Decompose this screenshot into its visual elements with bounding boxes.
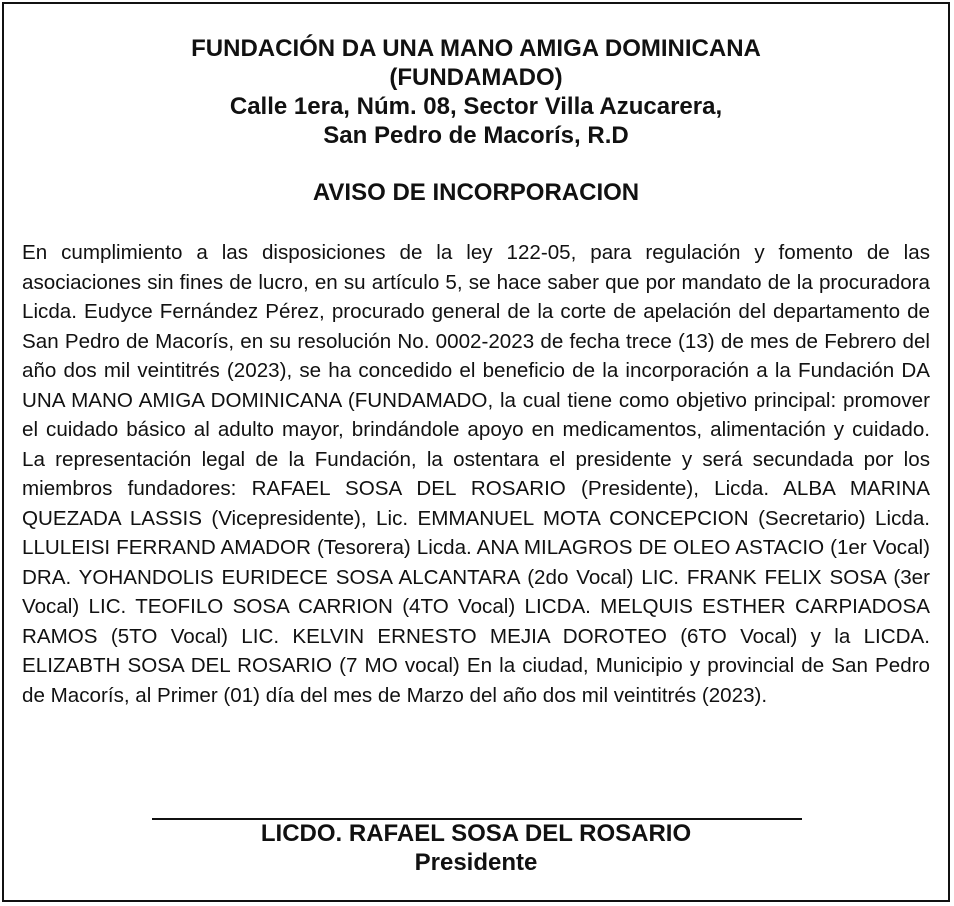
address-line-1: Calle 1era, Núm. 08, Sector Villa Azucarera, — [229, 93, 723, 120]
notice-frame — [2, 2, 950, 902]
signatory-name: LICDO. RAFAEL SOSA DEL ROSARIO — [260, 820, 692, 847]
signatory-role: Presidente — [414, 849, 538, 876]
organization-name: FUNDACIÓN DA UNA MANO AMIGA DOMINICANA — [191, 35, 761, 62]
signature-block — [4, 819, 948, 877]
address-line-2: San Pedro de Macorís, R.D — [323, 122, 629, 149]
notice-body: En cumplimiento a las disposiciones de la ley 122-05, para regulación y fomento de las asociaciones sin fines de lucro, en su artículo 5, se hace saber que por mandato de la procuradora Licda. Eudyce Fernández Pérez, procurado general de la corte de apelación del departamento de San Pedro de Macorís, en su resolución No. 0002-2023 de fecha trece (13) de mes de Febrero del año dos mil veintitrés (2023), se ha concedido el beneficio de la incorporación a la Fundación DA UNA MANO AMIGA DOMINICANA (FUNDAMADO, la cual tiene como objetivo principal: promover el cuidado básico al adulto mayor, brindándole apoyo en medicamentos, alimentación y cuidado. La representación legal de la Fundación, la ostentara el presidente y será secundada por los miembros fundadores: RAFAEL SOSA DEL ROSARIO (Presidente), Licda. ALBA MARINA QUEZADA LASSIS (Vicepresidente), Lic. EMMANUEL MOTA CONCEPCION (Secretario) Licda. LLULEISI FERRAND AMADOR (Tesorera) Licda. ANA MILAGROS DE OLEO ASTACIO (1er Vocal) DRA. YOHANDOLIS EURIDECE SOSA ALCANTARA (2do Vocal) LIC. FRANK FELIX SOSA (3er Vocal) LIC. TEOFILO SOSA CARRION (4TO Vocal) LICDA. MELQUIS ESTHER CARPIADOSA RAMOS (5TO Vocal) LIC. KELVIN ERNESTO MEJIA DOROTEO (6TO Vocal) y la LICDA. ELIZABTH SOSA DEL ROSARIO (7 MO vocal) En la ciudad, Municipio y provincial de San Pedro de Macorís, al Primer (01) día del mes de Marzo del año dos mil veintitrés (2023). — [22, 241, 930, 707]
organization-header — [4, 34, 948, 150]
notice-title: AVISO DE INCORPORACION — [312, 179, 640, 206]
organization-acronym: (FUNDAMADO) — [389, 64, 563, 91]
